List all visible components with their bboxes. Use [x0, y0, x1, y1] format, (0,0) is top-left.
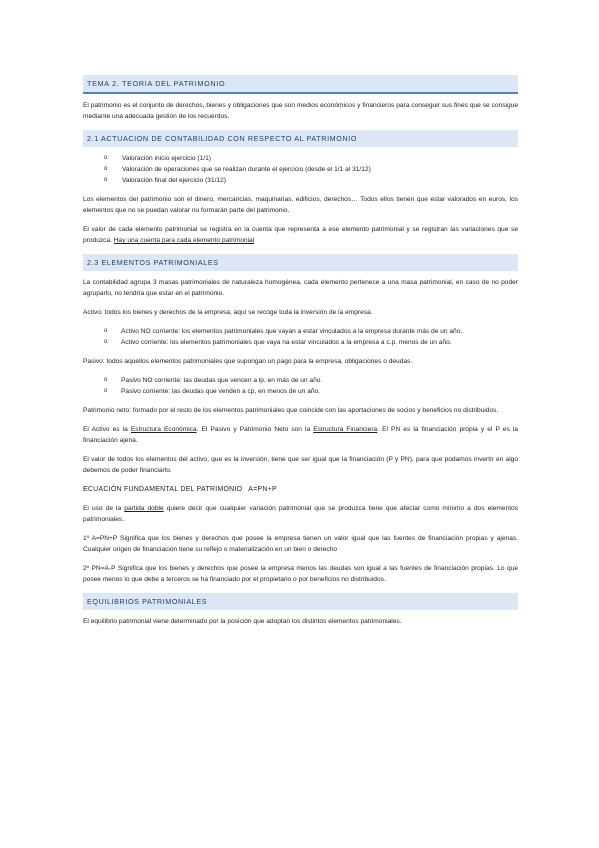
estructura-paragraph: El Activo es la Estructura Económica. El Pasivo y Patrimonio Neto son la Estructura Financiera. El PN es la financiación propia y el P es la financiación ajena. [83, 426, 518, 444]
intro-paragraph: El patrimonio es el conjunto de derechos, bienes y obligaciones que son medios económicos y financieros para conseguir sus fines que se consigue mediante una adecuada gestión de los recuerdos. [83, 102, 518, 120]
list-item: o Pasivo NO corriente: las deudas que vencen a lp, en más de un año. [83, 375, 518, 386]
pasivo-paragraph: Pasivo: todos aquellos elementos patrimoniales que supongan un pago para la empresa, obligaciones o deudas. [83, 358, 413, 365]
underlined-note: Hay una cuenta para cada elemento patrimonial [113, 237, 255, 244]
equilibrio-paragraph: El equilibrio patrimonial viene determinado por la posición que adoptan los distintos elementos patrimoniales. [83, 618, 402, 625]
partida-doble-text: partida doble [124, 505, 164, 512]
account-paragraph: El valor de cada elemento patrimonial se registra en la cuenta que representa a ese elemento patrimonial y se registran las variaciones que se produzca. Hay una cuenta para cada elemento patrimonial [83, 226, 518, 244]
elements-paragraph: Los elementos del patrimonio son el dinero, mercancias, maquinarias, edificios, derechos… Todos ellos tienen que estar valorados en euros, los elementos que no se puedan valorar no formarán parte del patrimonio. [83, 196, 518, 214]
list-item: o Activo corriente: los elementos patrimoniales que vaya na estar vinculados a la empresa a c.p. menos de un año. [83, 337, 518, 348]
activo-list [83, 326, 518, 348]
document-content [83, 75, 518, 627]
list-item: o Activo NO corriente: los elementos patrimoniales que vayan a estar vinculados a la empresa durante más de un año. [83, 326, 518, 337]
list-item: o Valoración inicio ejercicio (1/1) [83, 153, 518, 164]
estructura-economica-link-text: Estructura Económica [130, 426, 197, 433]
page-title: TEMA 2. TEORIA DEL PATRIMONIO [83, 75, 518, 94]
list-item: o Pasivo corriente: las deudas que venden a cp, en menos de un año. [83, 386, 518, 397]
list-item: o Valoración de operaciones que se realizan durante el ejercicio (desde el 1/1 al 31/12) [83, 164, 518, 175]
ecuacion-1-paragraph: 1º A=PN+P Significa que los bienes y derechos que posee la empresa tienen un valor igual que las fuentes de financiación propias y ajenas. Cualquier origen de financiación tiene su reflejo o materialización en un bien o derecho [83, 535, 518, 553]
ecuacion-2-paragraph: 2º PN=A-P Significa que los bienes y derechos que posee la empresa menos las deudas son igual a las fuentes de financiación propias. Lo que posee menos lo que debe a terceros se ha financiado por el propietario o por beneficios no distribuidos. [83, 565, 518, 583]
masses-paragraph: La contabilidad agrupa 3 masas patrimoniales de naturaleza homogénea, cada elemento pertenece a una masa patrimonial, en caso de no poder agruparlo, no tendría que estar en el patrimonio. [83, 279, 518, 297]
list-item: o Valoración final del ejercicio (31/12) [83, 175, 518, 186]
estructura-financiera-link-text: Estructura Financiera [313, 426, 378, 433]
section-heading-2-1: 2.1 ACTUACION DE CONTABILIDAD CON RESPECTO AL PATRIMONIO [83, 130, 518, 147]
section-heading-2-3: 2.3 ELEMENTOS PATRIMONIALES [83, 254, 518, 271]
valor-paragraph: El valor de todos los elementos del activo, que es la inversión, tiene que ser igual que la financiación (P y PN), para que podamos invertir en algo debemos de poder financiarlo. [83, 456, 518, 474]
valuation-list [83, 153, 518, 186]
ecuacion-heading: ECUACIÓN FUNDAMENTAL DEL PATRIMONIO A=PN+P [83, 486, 277, 493]
partida-doble-paragraph: El uso de la partida doble quiere decir que cualquier variación patrimonial que se produzca tiene que afectar como mínimo a dos elementos patrimoniales. [83, 505, 518, 523]
section-heading-equilibrios: EQUILIBRIOS PATRIMONIALES [83, 593, 518, 610]
patrimonio-neto-paragraph: Patrimonio neto: formado por el resto de los elementos patrimoniales que coincide con las aportaciones de socios y beneficios no distribuidos. [83, 407, 499, 414]
activo-paragraph: Activo: todos los bienes y derechos de la empresa, aquí se recoge toda la inversión de la empresa. [83, 309, 373, 316]
ecuacion-formula: A=PN+P [248, 486, 277, 493]
pasivo-list [83, 375, 518, 397]
